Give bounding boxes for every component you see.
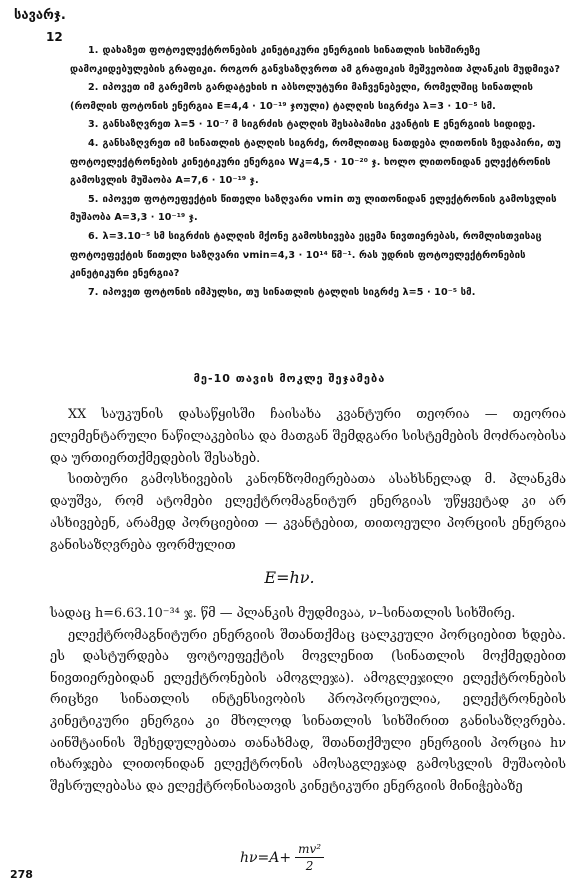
problem-text: განსაზღვრეთ λ=5 · 10⁻⁷ მ სიგრძის ტალღის შესაბამისი კვანტის E ენერგიის სიდიდე.	[102, 119, 536, 131]
problem-number: 2.	[88, 82, 99, 94]
problem-number: 3.	[88, 119, 99, 131]
exercise-number: 12	[46, 30, 63, 44]
paragraph: სითბური გამოსხივების კანონზომიერებათა ასახსნელად მ. პლანკმა დაუშვა, რომ ატომები ელექტრომაგნიტურ ენერგიას უწყვეტად კი არ ასხივებენ, არამედ პორციებით — კვანტებით, თითოეული პორციის ენერგია განისაზღვრება ფორმულით	[50, 472, 566, 553]
paragraph: ელექტრომაგნიტური ენერგიის შთანთქმაც ცალკეული პორციებით ხდება. ეს დასტურდება ფოტოეფექტის მოვლენით (სინათლის მოქმედებით ნივთიერებიდან ელექტრონების ამოგლეჯა). ამოგლეჯილი ელექტრონების რიცხვი სინათლის ინტენსივობის პროპორციულია, ელექტრონების კინეტიკური ენერგია კი მხოლოდ სინათლის სიხშირით განისაზღვრება. აინშტაინის შეხედულებათა თანახმად, შთანთქმული ენერგიის პორცია hν იხარჯება ლითონიდან ელექტრონის ამოსაგლეჯად გამოსვლის მუშაობის შესრულებასა და ელექტრონისათვის კინეტიკური ენერგიის მინიჭებაზე	[50, 627, 566, 794]
problem-list	[70, 42, 570, 302]
einstein-formula	[240, 842, 324, 873]
problem-number: 6.	[88, 230, 99, 242]
problem-number: 5.	[88, 193, 99, 205]
problem-item	[70, 135, 570, 191]
problem-text: λ=3.10⁻⁵ სმ სიგრძის ტალღის მქონე გამოსხივება ეცემა ნივთიერებას, რომლისთვისაც ფოტოეფექტის წითელი საზღვარი νmin=4,3 · 10¹⁴ წმ⁻¹. რას უდრის ფოტოელექტრონების კინეტიკური ენერგია?	[70, 230, 542, 280]
problem-item	[70, 79, 570, 116]
problem-number: 4.	[88, 137, 99, 149]
problem-text: განსაზღვრეთ იმ სინათლის ტალღის სიგრძე, რომლითაც ნათდება ლითონის ზედაპირი, თუ ფოტოელექტრონების კინეტიკური ენერგია Wკ=4,5 · 10⁻²⁰ ჯ. ხოლო ლითონიდან ელექტრონის გამოსვლის მუშაობა A=7,6 · 10⁻¹⁹ ჯ.	[70, 137, 561, 187]
planck-formula: E=hν.	[264, 568, 315, 587]
formula-lhs: hν=A+	[240, 849, 292, 866]
summary-text-continued	[50, 603, 566, 797]
problem-item	[70, 284, 570, 303]
page-number: 278	[10, 868, 33, 881]
paragraph: XX საუკუნის დასაწყისში ჩაისახა კვანტური თეორია — თეორია ელემენტარული ნაწილაკებისა და მათგან შემდგარი სისტემების მოძრაობისა და ურთიერთქმედების შესახებ.	[50, 407, 566, 466]
fraction-denominator: 2	[305, 859, 314, 873]
problem-text: იპოვეთ ფოტოეფექტის წითელი საზღვარი νmin თუ ლითონიდან ელექტრონის გამოსვლის მუშაობა A=3,3 · 10⁻¹⁹ ჯ.	[70, 193, 557, 224]
problem-item	[70, 191, 570, 228]
problem-number: 7.	[88, 286, 99, 298]
problem-text: იპოვეთ იმ გარემოს გარდატეხის n აბსოლუტური მაჩვენებელი, რომელშიც სინათლის (რომლის ფოტონის ენერგია E=4,4 · 10⁻¹⁹ ჯოული) ტალღის სიგრძეა λ=3 · 10⁻⁵ სმ.	[70, 82, 534, 112]
problem-item	[70, 228, 570, 284]
problem-item	[70, 42, 570, 79]
section-heading: მე-10 თავის მოკლე შეჯამება	[193, 372, 386, 385]
problem-number: 1.	[88, 45, 99, 56]
problem-text: დახაზეთ ფოტოელექტრონების კინეტიკური ენერგიის სინათლის სიხშირეზე დამოკიდებულების გრაფიკი. როგორ განვსაზღვროთ ამ გრაფიკის მეშვეობით პლანკის მუდმივა?	[70, 45, 561, 75]
problem-item	[70, 116, 570, 135]
exercise-header: სავარჯ.	[14, 8, 66, 23]
formula-fraction	[295, 842, 324, 873]
problem-text: იპოვეთ ფოტონის იმპულსი, თუ სინათლის ტალღის სიგრძე λ=5 · 10⁻⁵ სმ.	[102, 286, 476, 298]
paragraph: სადაც h=6.63.10⁻³⁴ ჯ. წმ — პლანკის მუდმივაა, ν–სინათლის სიხშირე.	[50, 606, 516, 621]
summary-text	[50, 404, 566, 557]
fraction-numerator: mv²	[295, 842, 324, 858]
